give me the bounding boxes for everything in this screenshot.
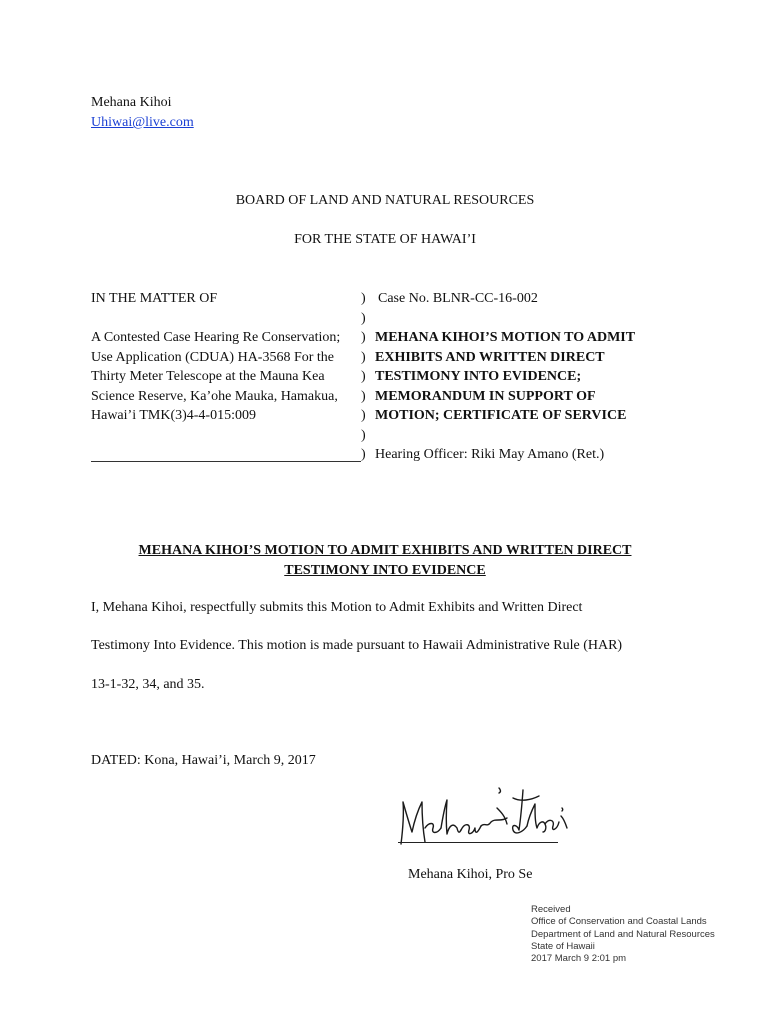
caption-blank <box>375 309 635 329</box>
caption-paren: ) <box>361 388 366 404</box>
caption-paren: ) <box>361 349 366 365</box>
hearing-officer: Hearing Officer: Riki May Amano (Ret.) <box>375 447 605 462</box>
caption-paren: ) <box>361 369 366 384</box>
stamp-line: 2017 March 9 2:01 pm <box>531 953 627 965</box>
caption-left-line: Hawai’i TMK(3)4-4-015:009 <box>91 408 256 423</box>
caption-paren: ) <box>361 447 366 462</box>
caption-left-line <box>91 426 361 446</box>
author-name: Mehana Kihoi <box>91 95 172 110</box>
stamp-line: Department of Land and Natural Resources <box>531 928 715 940</box>
caption-title-line: MEHANA KIHOI’S MOTION TO ADMIT <box>375 330 636 345</box>
handwritten-signature <box>395 778 575 850</box>
body-line: 13-1-32, 34, and 35. <box>91 677 205 692</box>
caption-paren: ) <box>361 291 366 306</box>
caption-paren-column <box>361 289 366 465</box>
state-heading: FOR THE STATE OF HAWAI’I <box>294 232 476 247</box>
author-email-link[interactable]: Uhiwai@live.com <box>91 115 194 130</box>
stamp-line: Received <box>531 904 571 915</box>
stamp-line: Office of Conservation and Coastal Lands <box>531 916 707 928</box>
caption-paren: ) <box>361 310 366 326</box>
caption-title-line: EXHIBITS AND WRITTEN DIRECT <box>375 349 605 365</box>
caption-left-line <box>91 309 361 329</box>
received-stamp <box>531 904 715 965</box>
caption-underline <box>91 461 361 462</box>
motion-title-line: TESTIMONY INTO EVIDENCE <box>284 562 486 578</box>
case-caption-right <box>375 289 635 465</box>
caption-left-line: A Contested Case Hearing Re Conservation; <box>91 330 341 345</box>
case-number: Case No. BLNR-CC-16-002 <box>378 291 538 306</box>
caption-paren: ) <box>361 427 366 443</box>
case-caption-left <box>91 289 361 465</box>
caption-title-line: MEMORANDUM IN SUPPORT OF <box>375 388 596 404</box>
caption-left-line: Science Reserve, Ka’ohe Mauka, Hamakua, <box>91 388 338 404</box>
caption-paren: ) <box>361 330 366 345</box>
body-line: Testimony Into Evidence. This motion is made pursuant to Hawaii Administrative Rule (HAR) <box>91 638 623 653</box>
caption-left-line: Use Application (CDUA) HA-3568 For the <box>91 349 335 365</box>
signature-rule <box>398 842 558 843</box>
caption-left-line: IN THE MATTER OF <box>91 291 218 306</box>
caption-title-line: TESTIMONY INTO EVIDENCE; <box>375 369 582 384</box>
stamp-line: State of Hawaii <box>531 940 595 952</box>
body-line: I, Mehana Kihoi, respectfully submits this Motion to Admit Exhibits and Written Direct <box>91 600 583 615</box>
caption-blank <box>375 426 635 446</box>
caption-left-line: Thirty Meter Telescope at the Mauna Kea <box>91 369 325 384</box>
caption-paren: ) <box>361 408 366 423</box>
signer-name: Mehana Kihoi, Pro Se <box>408 867 533 882</box>
caption-title-line: MOTION; CERTIFICATE OF SERVICE <box>375 408 627 423</box>
board-heading: BOARD OF LAND AND NATURAL RESOURCES <box>235 193 535 208</box>
motion-title <box>0 541 770 580</box>
motion-title-line: MEHANA KIHOI’S MOTION TO ADMIT EXHIBITS AND WRITTEN DIRECT <box>138 543 632 558</box>
dated-line: DATED: Kona, Hawai’i, March 9, 2017 <box>91 753 316 768</box>
